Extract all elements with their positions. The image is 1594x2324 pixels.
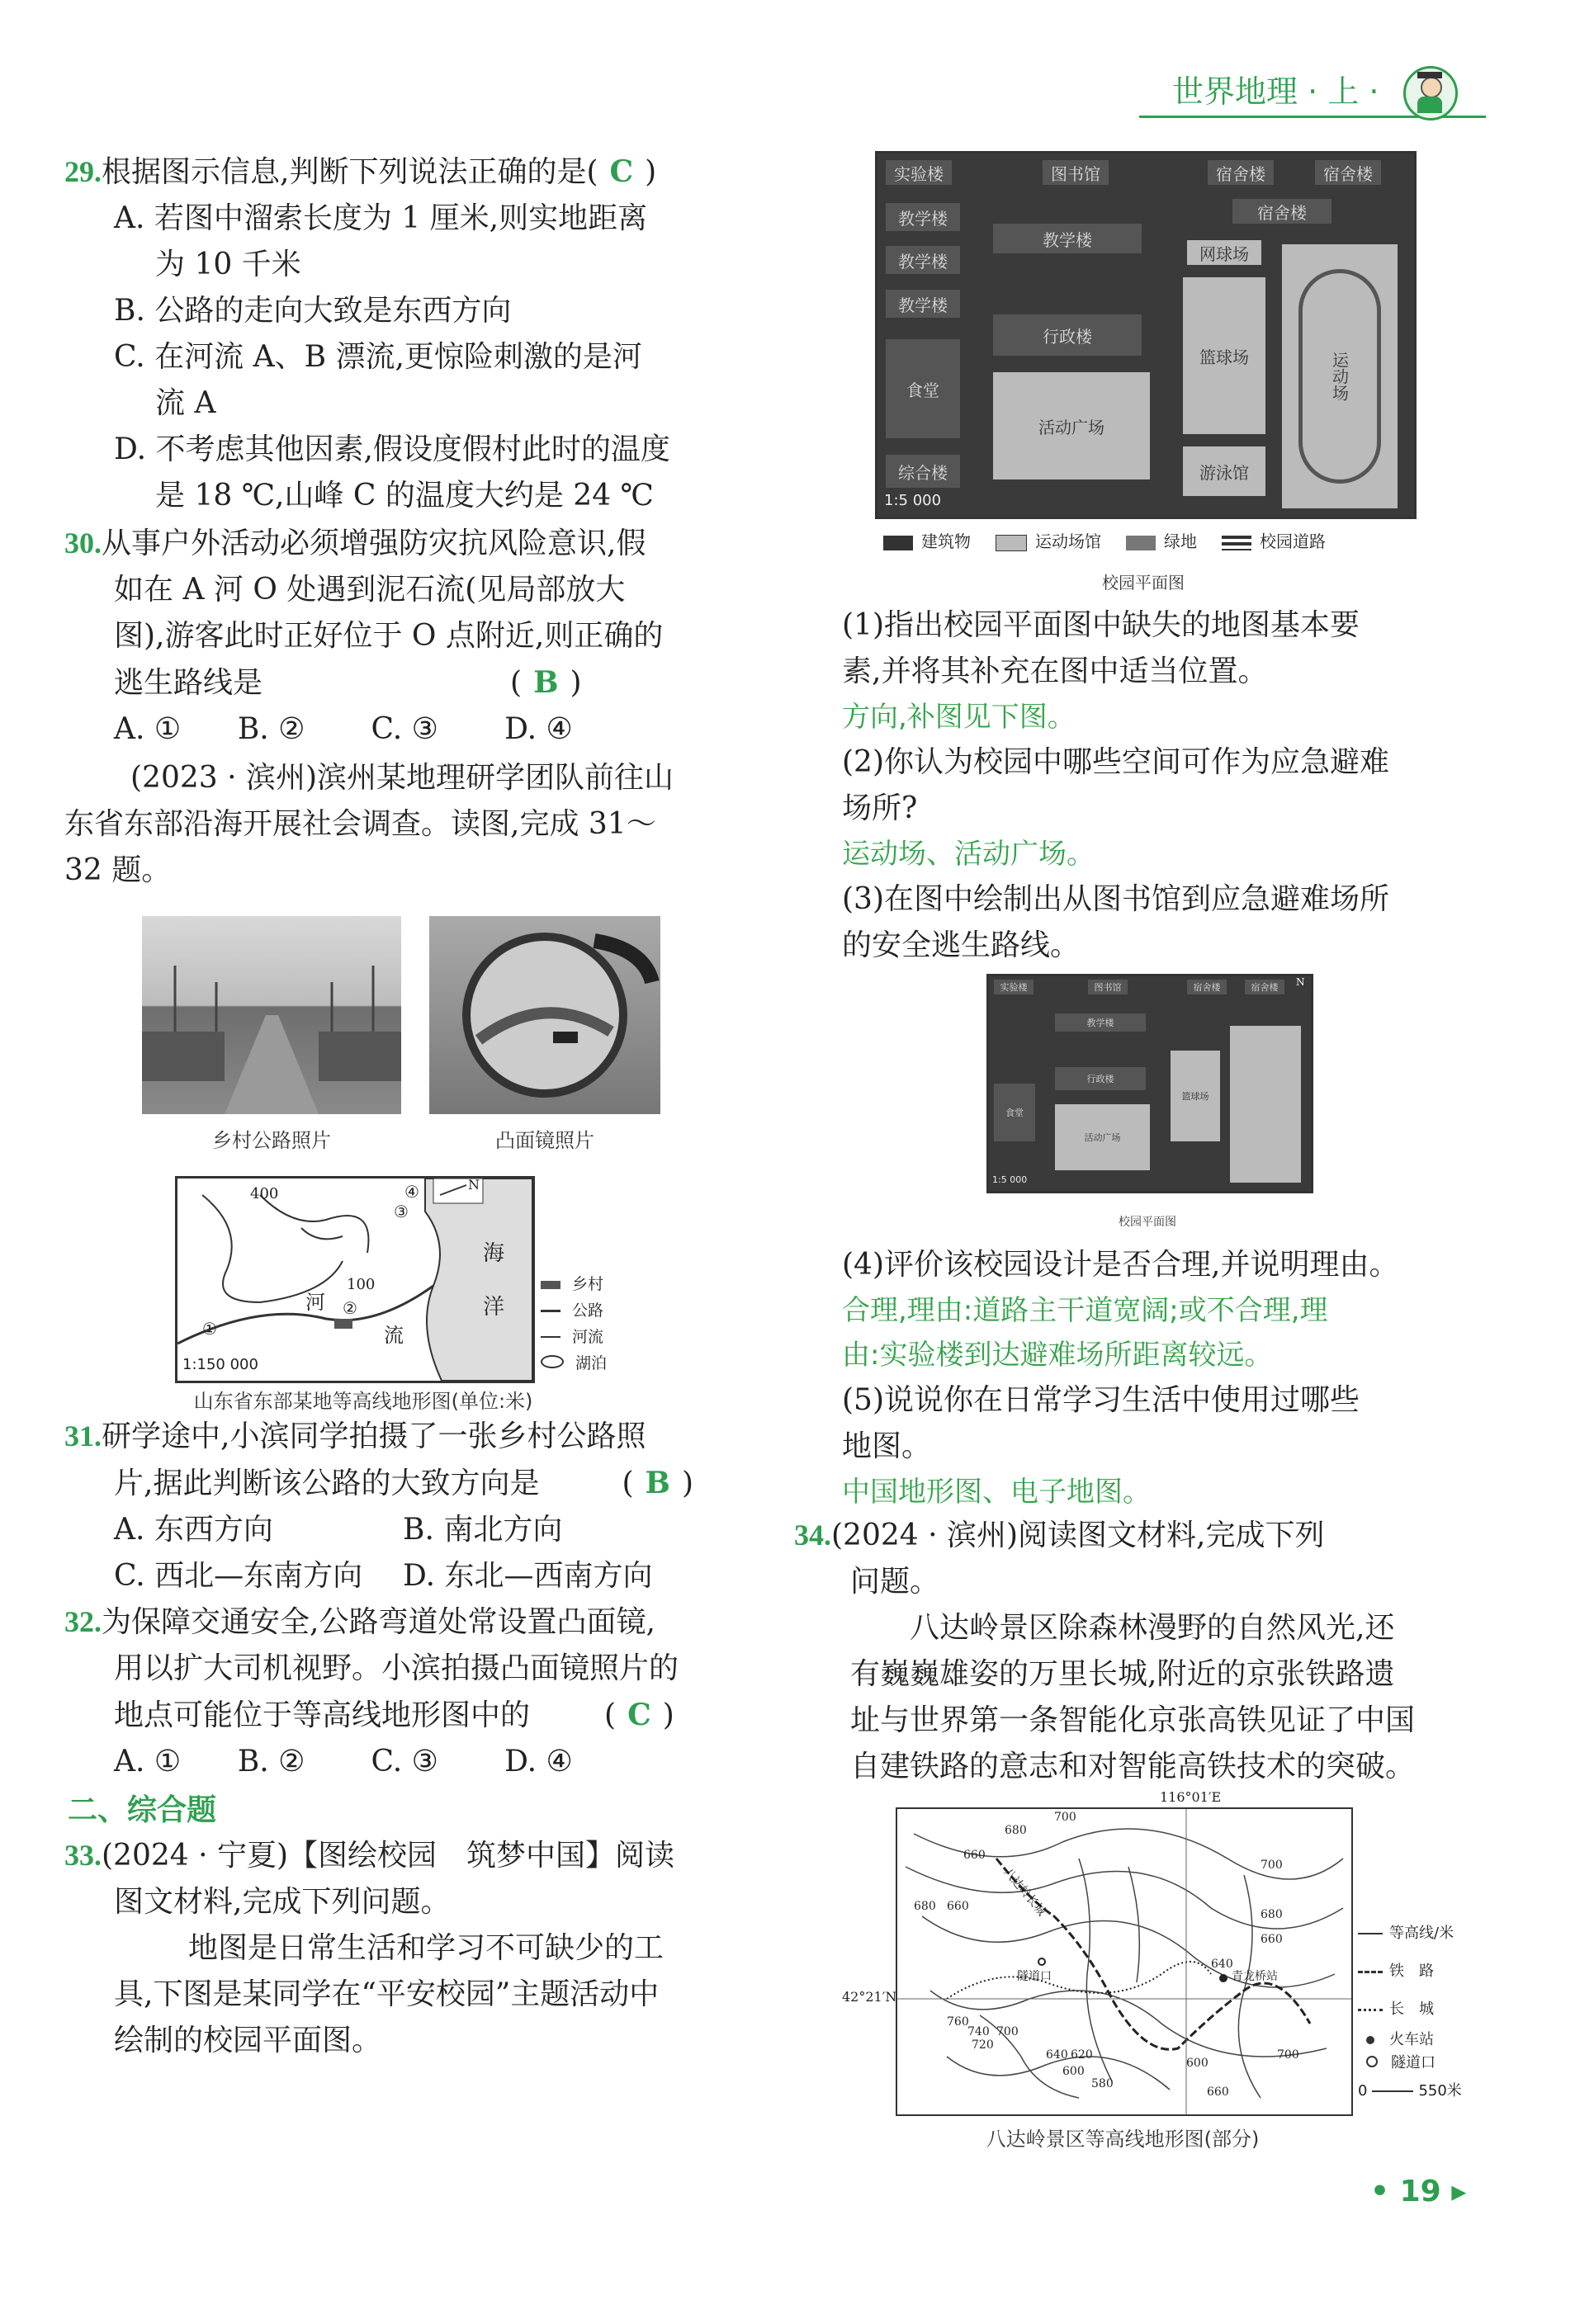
mascot-icon [1403, 66, 1458, 120]
next-arrow-icon: ▸ [1451, 2175, 1467, 2208]
answer-33-2: 运动场、活动广场。 [842, 838, 1095, 871]
campus-map: 实验楼 图书馆 宿舍楼 宿舍楼 宿舍楼 教学楼 教学楼 教学楼 教学楼 网球场 行政楼 篮球场 运动场 食堂 活动广场 综合楼 游泳馆 1:5 000 [875, 151, 1417, 519]
answer-33-1: 方向,补图见下图。 [842, 701, 1076, 734]
question-29: 29.根据图示信息,判断下列说法正确的是( C ) A. 若图中溜索长度为 1 厘米,则实地距离 为 10 千米 B. 公路的走向大致是东西方向 C. 在河流 A、B 漂流,更惊险刺激的是河 流 A D. 不考虑其他因素,假设度假村此时的温度 是 18 ℃,山峰 C 的温度大约是 24 ℃ [64, 149, 741, 519]
q30-number: 30. [64, 527, 102, 560]
topo-latitude: 42°21′N [842, 1989, 897, 2005]
header-bar [1139, 66, 1594, 124]
sports-field: 运动场 [1282, 244, 1398, 508]
campus-map-legend: 建筑物 运动场馆 绿地 校园道路 [883, 528, 1420, 552]
q29-option-d-cont: 是 18 ℃,山峰 C 的温度大约是 24 ℃ [155, 479, 654, 513]
question-34: 34.(2024 · 滨州)阅读图文材料,完成下列 问题。 八达岭景区除森林漫野的自然风光,还 有巍巍雄姿的万里长城,附近的京张铁路遗 址与世界第一条智能化京张高铁见证了中国 自建铁路的意志和对智能高铁技术的突破。 [794, 1519, 1416, 1783]
contour-map-caption: 山东省东部某地等高线地形图(单位:米) [193, 1390, 533, 1413]
section-heading: 二、综合题 [68, 1793, 217, 1827]
intro-31-32: (2023 · 滨州)滨州某地理研学团队前往山 东省东部沿海开展社会调查。读图,完成 31～ 32 题。 [64, 761, 674, 887]
q31-number: 31. [64, 1419, 102, 1452]
page-number: • 19 ▸ [1370, 2175, 1467, 2208]
rural-road-photo [142, 916, 401, 1114]
campus-map-answer: 实验楼 图书馆 宿舍楼 宿舍楼 教学楼 行政楼 篮球场 活动广场 食堂 N 1:5 000 [986, 974, 1313, 1193]
answer-33-5: 中国地形图、电子地图。 [842, 1476, 1151, 1509]
contour-map-legend: 乡村 公路 河流 湖泊 [541, 1271, 607, 1377]
topo-legend: 等高线/米 铁 路 长 城 火车站 隧道口 0 550米 [1358, 1925, 1462, 2100]
q31-answer: B [645, 1466, 670, 1500]
q29-option-c-cont: 流 A [155, 386, 216, 420]
rural-road-caption: 乡村公路照片 [212, 1129, 331, 1152]
q29-option-b: B. 公路的走向大致是东西方向 [114, 294, 512, 328]
q30-answer: B [533, 665, 559, 700]
question-33-parts-4-5: (4)评价该校园设计是否合理,并说明理由。 合理,理由:道路主干道宽阔;或不合理,理 由:实验楼到达避难场所距离较远。 (5)说说你在日常学习生活中使用过哪些 地图。 中国地形图、电子地图。 [842, 1242, 1560, 1514]
q29-stem: 根据图示信息,判断下列说法正确的是( [102, 155, 598, 189]
answer-33-4a: 合理,理由:道路主干道宽阔;或不合理,理 [842, 1294, 1328, 1327]
question-30: 30.从事户外活动必须增强防灾抗风险意识,假 如在 A 河 O 处遇到泥石流(见局部放大 图),游客此时正好位于 O 点附近,则正确的 逃生路线是 ( B ) A. ① B. ② C. ③ D. ④ [64, 520, 741, 753]
q29-option-c: C. 在河流 A、B 漂流,更惊险刺激的是河 [114, 340, 642, 374]
topo-map-caption: 八达岭景区等高线地形图(部分) [986, 2128, 1260, 2151]
answer-33-4b: 由:实验楼到达避难场所距离较远。 [842, 1339, 1273, 1372]
q29-option-d: D. 不考虑其他因素,假设度假村此时的温度 [114, 432, 670, 466]
campus-map-answer-caption: 校园平面图 [1119, 1216, 1176, 1229]
q29-option-a: A. 若图中溜索长度为 1 厘米,则实地距离 [114, 201, 648, 235]
contour-map: N 400 100 ① ② ③ ④ 河 流 海 洋 1:150 000 [175, 1176, 535, 1383]
topo-longitude: 116°01′E [1160, 1789, 1222, 1805]
q32-number: 32. [64, 1605, 102, 1638]
convex-mirror-caption: 凸面镜照片 [495, 1129, 594, 1152]
q32-answer: C [627, 1698, 651, 1732]
convex-mirror-photo [429, 916, 660, 1114]
question-32: 32.为保障交通安全,公路弯道处常设置凸面镜, 用以扩大司机视野。小滨拍摄凸面镜照片的 地点可能位于等高线地形图中的 ( C ) A. ① B. ② C. ③ D. ④ [64, 1599, 741, 1785]
q34-number: 34. [794, 1519, 831, 1552]
badaling-topo-map: 680 700 660 700 680 660 640 680 660 760 740 720 700 640 620 600 580 600 660 700 八达岭长城 隧道口 青龙桥站 [896, 1807, 1353, 2116]
question-33: 33.(2024 · 宁夏)【图绘校园 筑梦中国】阅读 图文材料,完成下列问题。 地图是日常生活和学习不可缺少的工 具,下图是某同学在“平安校园”主题活动中 绘制的校园平面图。 [64, 1839, 675, 2057]
q29-answer: C [609, 154, 634, 189]
header-title: 世界地理 · 上 · [1172, 73, 1379, 110]
q33-number: 33. [64, 1839, 102, 1872]
question-31: 31.研学途中,小滨同学拍摄了一张乡村公路照 片,据此判断该公路的大致方向是 ( B ) A. 东西方向 B. 南北方向 C. 西北—东南方向 D. 东北—西南方向 [64, 1419, 693, 1593]
campus-map-caption: 校园平面图 [1102, 573, 1185, 593]
q30-options: A. ① B. ② C. ③ D. ④ [114, 712, 573, 746]
q29-option-a-cont: 为 10 千米 [155, 248, 301, 281]
q29-number: 29. [64, 155, 102, 188]
question-33-parts-1-3: (1)指出校园平面图中缺失的地图基本要 素,并将其补充在图中适当位置。 方向,补图见下图。 (2)你认为校园中哪些空间可作为应急避难 场所? 运动场、活动广场。 (3)在图中绘制出从图书馆到应急避难场所 的安全逃生路线。 [842, 602, 1560, 969]
q32-options: A. ① B. ② C. ③ D. ④ [114, 1745, 573, 1778]
